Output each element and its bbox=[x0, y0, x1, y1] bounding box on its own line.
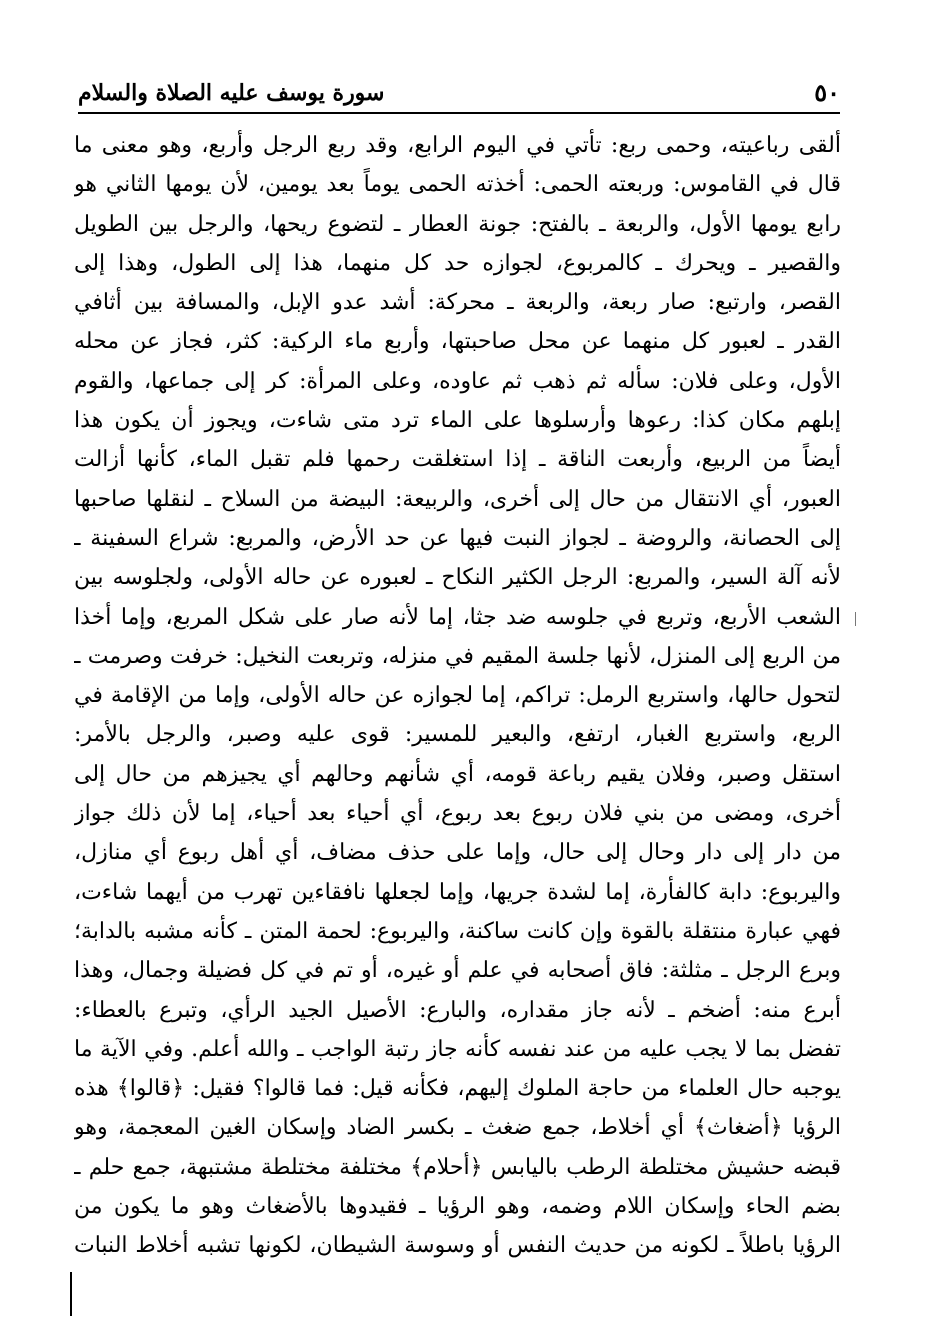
text-line: الأول، وعلى فلان: سأله ثم ذهب ثم عاوده، وعلى المرأة: كر إلى جماعها، والقوم bbox=[74, 368, 841, 394]
text-line: ألقى رباعيته، وحمى ربع: تأتي في اليوم الرابع، وقد ربع الرجل وأربع، وهو معنى ما bbox=[74, 133, 841, 158]
text-line: الشعب الأربع، وتربع في جلوسه ضد جثا، إما لأنه صار على شكل المربع، وإما أخذا bbox=[74, 604, 841, 630]
text-line: يوجبه حال العلماء من حاجة الملوك إليهم، فكأنه قيل: فما قالوا؟ فقيل: ﴿قالوا﴾ هذه bbox=[74, 1076, 841, 1102]
text-line: من دار إلى دار وحال إلى حال، وإما على حذف مضاف، أي أهل ربوع أي منازل، bbox=[74, 840, 841, 866]
text-line: العبور، أي الانتقال من حال إلى أخرى، والربيعة: البيضة من السلاح ـ لنقلها صاحبها bbox=[74, 486, 841, 512]
text-line: وبرع الرجل ـ مثلثة: فاق أصحابه في علم أو غيره، أو تم في كل فضيلة وجمال، وهذا bbox=[74, 958, 841, 984]
text-line: استقل وصبر، وفلان يقيم رباعة قومه، أي شأنهم وحالهم أي يجيزهم من حال إلى bbox=[74, 761, 841, 787]
text-line: تفضل بما لا يجب عليه من عند نفسه كأنه جاز رتبة الواجب ـ والله أعلم. وفي الآية ما bbox=[74, 1036, 841, 1062]
text-line: إبلهم مكان كذا: رعوها وأرسلوها على الماء ترد متى شاءت، ويجوز أن يكون هذا bbox=[74, 408, 841, 434]
text-line: القصر، وارتبع: صار ربعة، والربعة ـ محركة: أشد عدو الإبل، والمسافة بين أثافي bbox=[74, 290, 841, 316]
chapter-title: سورة يوسف عليه الصلاة والسلام bbox=[78, 80, 385, 106]
body-text bbox=[74, 126, 841, 1266]
text-line: الرؤيا باطلاً ـ لكونه من حديث النفس أو وسوسة الشيطان، لكونها تشبه أخلاط النبات bbox=[74, 1233, 841, 1259]
text-line: أخرى، ومضى من بني فلان ربوع بعد ربوع، أي أحياء بعد أحياء، إما لأن ذلك جواز bbox=[74, 801, 841, 827]
text-line: الرؤيا ﴿أضغاث﴾ أي أخلاط، جمع ضغث ـ بكسر الضاد وإسكان الغين المعجمة، وهو bbox=[74, 1115, 841, 1141]
text-line: رابع يومها الأول، والربعة ـ بالفتح: جونة العطار ـ لتضوع ريحها، والرجل بين الطويل bbox=[74, 211, 841, 237]
text-line: من الربع إلى المنزل، لأنها جلسة المقيم في منزله، وتربعت النخيل: خرفت وصرمت ـ bbox=[74, 643, 841, 669]
text-line: واليربوع: دابة كالفأرة، إما لشدة جريها، وإما لجعلها نافقاءين تهرب من أيهما شاءت، bbox=[74, 879, 841, 905]
header-divider bbox=[78, 112, 840, 114]
page-header bbox=[78, 78, 840, 114]
text-line: لتحول حالها، واستربع الرمل: تراكم، إما لجوازه عن حاله الأولى، وإما من الإقامة في bbox=[74, 683, 841, 709]
text-line: أبرع منه: أضخم ـ لأنه جاز مقداره، والبارع: الأصيل الجيد الرأي، وتبرع بالعطاء: bbox=[74, 997, 841, 1023]
text-line: القدر ـ لعبور كل منهما عن محل صاحبتها، وأربع ماء الركية: كثر، فجاز عن محله bbox=[74, 329, 841, 355]
text-line: الربع، واستربع الغبار، ارتفع، والبعير للمسير: قوى عليه وصبر، والرجل بالأمر: bbox=[74, 722, 841, 748]
text-line: قال في القاموس: وربعته الحمى: أخذته الحمى يوماً بعد يومين، لأن يومها الثاني هو bbox=[74, 172, 841, 198]
margin-rule-mark bbox=[70, 1272, 72, 1316]
page-number: ٥٠ bbox=[814, 78, 840, 107]
scan-artifact-mark bbox=[855, 612, 864, 626]
text-line: أيضاً من الربيع، وأربعت الناقة ـ إذا استغلقت رحمها فلم تقبل الماء، كأنها أزالت bbox=[74, 447, 841, 473]
text-line: إلى الحصانة، والروضة ـ لجواز النبت فيها عن حد الأرض، والمربع: شراع السفينة ـ bbox=[74, 525, 841, 551]
text-line: قبضه حشيش مختلطة الرطب باليابس ﴿أحلام﴾ مختلفة مختلطة مشتبهة، جمع حلم ـ bbox=[74, 1154, 841, 1180]
text-line: لأنه آلة السير، والمربع: الرجل الكثير النكاح ـ لعبوره عن حاله الأولى، ولجلوسه بين bbox=[74, 565, 841, 591]
text-line: بضم الحاء وإسكان اللام وضمه، وهو الرؤيا ـ فقيدوها بالأضغاث وهو ما يكون من bbox=[74, 1194, 841, 1220]
text-line: والقصير ـ ويحرك ـ كالمربوع، لجوازه حد كل منهما، هذا إلى الطول، وهذا إلى bbox=[74, 250, 841, 276]
text-line: فهي عبارة منتقلة بالقوة وإن كانت ساكنة، واليربوع: لحمة المتن ـ كأنه مشبه بالدابة؛ bbox=[74, 918, 841, 944]
